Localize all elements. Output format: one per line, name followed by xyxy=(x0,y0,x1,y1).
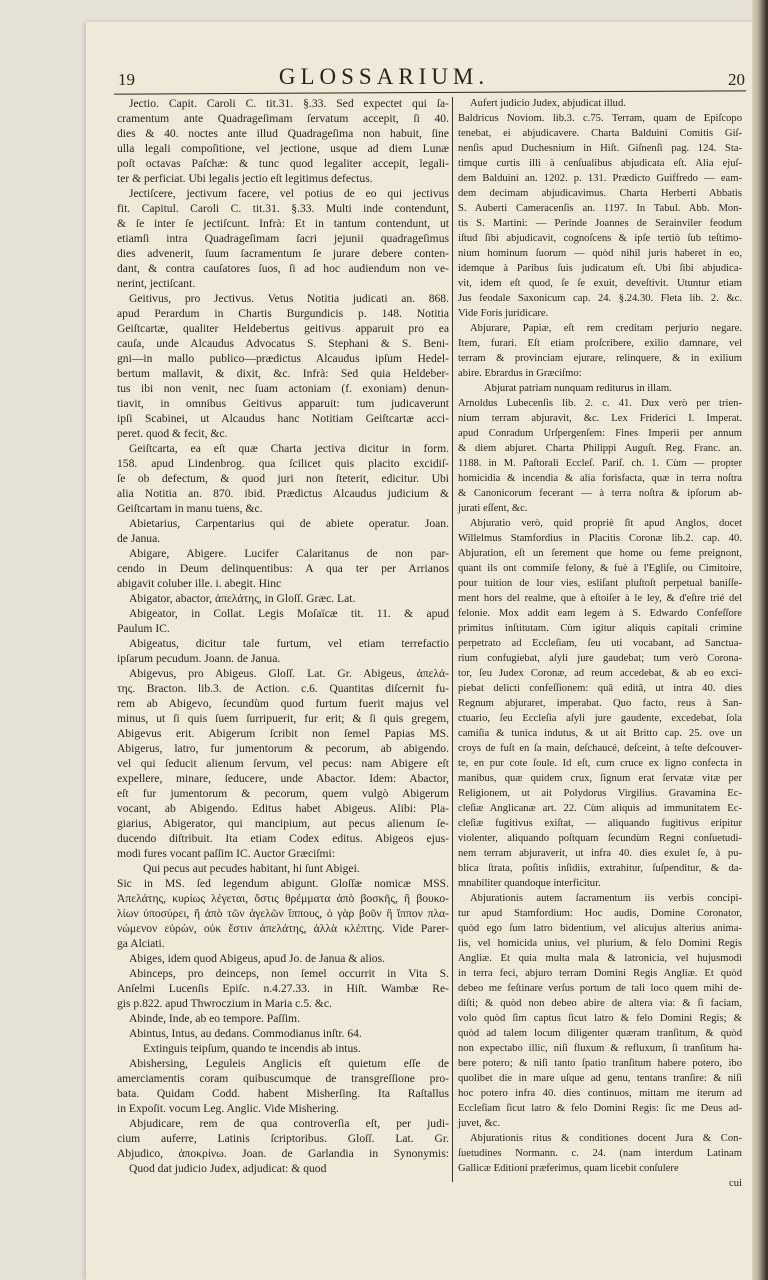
text-line: ctuario, ſeu Eccleſia aſyli jure gaudente, excedebat, ſola xyxy=(458,713,742,724)
text-line: Abjudicare, rem de qua controverſia eſt, per judi- xyxy=(129,1117,449,1130)
text-line: homicidia & incendia & alia forisfacta, quæ in terra noſtra xyxy=(458,473,742,484)
text-line: Eccleſiam ſicut latro & felo Domini Regis: ſic me Deus ad- xyxy=(458,1103,742,1114)
text-line: abigavit coluber ille. i. abegit. Hinc xyxy=(117,577,282,590)
text-line: Arnoldus Lubecenſis lib. 2. c. 41. Dux verò per trien- xyxy=(458,398,742,409)
left-column xyxy=(117,96,449,1176)
text-line: Abinde, Inde, ab eo tempore. Paſſim. xyxy=(129,1012,300,1025)
text-line: dant, & contra cauſatores ſuos, ſi ad hoc audiendum non ve- xyxy=(117,262,449,275)
text-line: tenebat, ei abjudicavere. Charta Balduini Comitis Giſ- xyxy=(458,128,742,139)
text-line: Geiſtcarta, ea eſt quæ Charta jectiva dicitur in form. xyxy=(129,442,449,455)
text-line: Baldricus Noviom. lib.3. c.75. Terram, quam de Epiſcopo xyxy=(458,113,742,124)
text-line: nenſis apud Duchesnium in Hiſt. Giſnenſi pag. 124. Sta- xyxy=(458,143,742,154)
text-line: quolibet die in mare uſque ad genu, tentans tranſire: & niſi xyxy=(458,1073,742,1084)
text-line: Geitivus, pro Jectivus. Vetus Notitia judicati an. 868. xyxy=(129,292,449,305)
text-line: Abjurare, Papiæ, eſt rem creditam perjurio negare. xyxy=(470,323,742,334)
text-line: Abjurat patriam nunquam rediturus in illam. xyxy=(484,383,672,394)
text-line: cendo in Deum delinquentibus: A qua ter per Arrianos xyxy=(117,562,449,575)
text-line: eſt fur jumentorum & pecorum, quem vulgò Abigerum xyxy=(117,787,449,800)
text-line: hoc potero infra 40. dies continuos, mittam me iterum ad xyxy=(458,1088,742,1099)
text-line: cramentum ante Quadrageſimam ſervatum accepit, ſi 40. xyxy=(117,112,449,125)
text-line: Jectiſcere, jectivum facere, vel potius de eo qui jectivus xyxy=(129,187,449,200)
text-line: Abintus, Intus, au dedans. Commodianus inſtr. 64. xyxy=(129,1027,362,1040)
text-line: felonie. Mox addit eam legem à S. Edwardo Confeſſore xyxy=(458,608,742,619)
text-line: 1188. in M. Paſtorali Eccleſ. Pariſ. ch. 1. Cùm — propter xyxy=(458,458,742,469)
column-divider xyxy=(452,97,453,1182)
text-line: Item, furari. Eſt etiam proſcribere, exilio damnare, vel xyxy=(458,338,742,349)
text-line: ducendo diſtribuit. Ita etiam Codex editus. Abigeos ejus- xyxy=(117,832,449,845)
text-line: apud Perardum in Chartis Burgundicis p. 148. Notitia xyxy=(117,307,449,320)
text-line: minus, ut ſi quis ſuem ſurripuerit, fur erit; & ſi quis gregem, xyxy=(117,712,449,725)
text-line: Abigeatus, dicitur tale furtum, vel etiam terrefactio xyxy=(129,637,449,650)
text-line: poſt octavas Paſchæ: & tunc quod legaliter accepit, legali- xyxy=(117,157,449,170)
text-line: pour tuition de lour vies, esliſant pluſtoſt perpetual baniſſe- xyxy=(458,578,742,589)
text-line: gis p.822. apud Thwroczium in Maria c.5. &c. xyxy=(117,997,332,1010)
book-binding-edge xyxy=(752,0,768,1280)
text-line: Abjuration, eſt un ſerement que home ou feme preignont, xyxy=(458,548,742,559)
text-line: dies advenerit, ſuum ſacramentum ſe jurare debere conten- xyxy=(117,247,449,260)
text-line: piebat delicti confeſſionem: quâ editâ, ut intra 40. dies xyxy=(458,683,742,694)
text-line: camiſia & tunica indutus, & ut ait Britto cap. 25. ove un xyxy=(458,728,742,739)
text-line: tiavit, in omnibus Geitivus apparuit: tum judicaverunt xyxy=(117,397,449,410)
text-line: Abiges, idem quod Abigeus, apud Jo. de Janua & alios. xyxy=(129,952,385,965)
text-line: de Janua. xyxy=(117,532,161,545)
text-line: dies & 40. noctes ante illud Quadrageſima non habuit, ſine xyxy=(117,127,449,140)
text-line: Paulum IC. xyxy=(117,622,170,635)
text-line: bere potero; & niſi tanto ſpatio tranſitum habere potero, ibo xyxy=(458,1058,742,1069)
text-line: ſuetudines Normann. c. 24. (nam interdum Latinam xyxy=(458,1148,742,1159)
text-line: Abjurationis autem ſacramentum iis verbis concipi- xyxy=(470,893,742,904)
text-line: Gallicæ Editioni præferimus, quam licebit conſulere xyxy=(458,1163,679,1174)
text-line: Abigare, Abigere. Lucifer Calaritanus de non par- xyxy=(129,547,449,560)
text-line: manibus, quæ quidem crux, ſignum erat ſervatæ vitæ per xyxy=(458,773,742,784)
text-line: Abietarius, Carpentarius qui de abiete operatur. Joan. xyxy=(129,517,449,530)
text-line: nerint, jectiſcant. xyxy=(117,277,196,290)
text-line: νώμενον εὑρὼν, οὐκ ἔστιν ἀπελάτης, ἀλλὰ κλέπτης. Vide Parer- xyxy=(117,922,449,935)
text-line: Vide Foris juridicare. xyxy=(458,308,549,319)
text-line: ulla legali compoſitione, vel jectione, usque ad diem Lunæ xyxy=(117,142,449,155)
text-line: perpetrato ad Eccleſiam, ſeu uti vocabant, ad Sanctua- xyxy=(458,638,742,649)
text-line: rem ab Abigevo, ſecundùm quod furtum fuerit majus vel xyxy=(117,697,449,710)
right-page-number: 20 xyxy=(728,70,745,89)
text-line: quant ils ont commiſe felony, & fuè à l'Egliſe, ou Cimitoire, xyxy=(458,563,742,574)
text-line: cium auferre, Latinis ſcriptoribus. Gloſſ. Lat. Gr. xyxy=(117,1132,449,1145)
text-line: Abigator, abactor, ἀπελάτης, in Gloſſ. Græc. Lat. xyxy=(129,592,356,605)
text-line: tor, ſeu Judex Coronæ, ad reum accedebat, & ab eo exci- xyxy=(458,668,742,679)
text-line: blica ſtrata, poſitis inſidiis, extrahitur, ſuſpenditur, & da- xyxy=(458,863,742,874)
text-line: peret. quod & fecit, &c. xyxy=(117,427,228,440)
text-line: juvet, &c. xyxy=(458,1118,501,1129)
text-line: Willelmus Stamfordius in Placitis Coronæ lib.2. cap. 40. xyxy=(458,533,742,544)
text-line: dem Balduini an. 1202. p. 131. Prædicto Guiffredo — eam- xyxy=(458,173,742,184)
text-line: giarius, Abigerator, qui mancipium, aut pecus alienum ſe- xyxy=(117,817,449,830)
text-line: timque curtis illi à cenſualibus abjudicata eſt. Alia ejuſ- xyxy=(458,158,742,169)
text-line: vel qui ſeducit alienum ſervum, vel pecus: nam Abigere eſt xyxy=(117,757,449,770)
text-line: apud Conradum Urſpergenſem: Fines Imperii per annum xyxy=(458,428,742,439)
text-line: bata. Quidam Codd. habent Misherſing. Ita Raſtallus xyxy=(117,1087,449,1100)
text-line: lis, vel homicida unius, vel plurium, & felo Domini Regis xyxy=(458,938,742,949)
text-line: violenter, aliquando poſtquam ſecundùm Regni conſuetudi- xyxy=(458,833,742,844)
text-line: Extinguis teipſum, quando te incendis ab intus. xyxy=(143,1042,361,1055)
text-line: jurati eſſent, &c. xyxy=(458,503,528,514)
text-line: vit, idem eſt quod, ſe ſe exuit, deveſtivit. Utuntur etiam xyxy=(458,278,742,289)
text-line: croys de fuſt en ſa main, deſchaucé, deſceint, à teſte deſcouver- xyxy=(458,743,742,754)
text-line: iſtud ſibi abjudicavit, cognoſcens & ipſe tertiò ſub teſtimo- xyxy=(458,233,742,244)
text-line: dem decimam abjudicavimus. Charta Herberti Abbatis xyxy=(458,188,742,199)
text-line: Quod dat judicio Judex, adjudicat: & quod xyxy=(129,1162,327,1175)
text-line: nium hominum ſuorum — quòd nihil juris haberet in eo, xyxy=(458,248,742,259)
text-line: S. Auberti Cameracenſis an. 1197. In Tabul. Abb. Mon- xyxy=(458,203,742,214)
text-line: nium terram abjuravit, &c. Lex Friderici I. Imperat. xyxy=(458,413,742,424)
text-line: ipſarum pecudum. Joann. de Janua. xyxy=(117,652,281,665)
text-line: volo quòd ſim captus ſicut latro & felo Domini Regis; & xyxy=(458,1013,742,1024)
text-line: Anſelmi Lucenſis Epiſc. n.4.27.33. in Hiſt. Wambæ Re- xyxy=(117,982,449,995)
text-line: tur apud Stamfordium: Hoc audis, Domine Coronator, xyxy=(458,908,742,919)
text-line: gni—in mallo publico—prædictus Alcaudus ipſum Hedel- xyxy=(117,352,449,365)
text-line: primitus inſtitutam. Cùm igitur aliquis capitali crimine xyxy=(458,623,742,634)
text-line: abire. Ebrardus in Græciſmo: xyxy=(458,368,582,379)
text-line: ipſi Scabinei, ut Alcaudus hanc Notitiam Geiſtcartæ acci- xyxy=(117,412,449,425)
text-line: diſti; & quòd non debeo abire de altera via: & ſi faciam, xyxy=(458,998,742,1009)
text-line: Abjuratio verò, quid propriè ſit apud Anglos, docet xyxy=(470,518,742,529)
text-line: debeo me feſtinare verſus portum de tali loco quem mihi de- xyxy=(458,983,742,994)
text-line: & ſe inter ſe jectiſcunt. Infrà: Et in tantum contendunt, ut xyxy=(117,217,449,230)
text-line: quòd ad talem locum diligenter quæram tranſitum, & quòd xyxy=(458,1028,742,1039)
text-line: alia Notitia an. 870. ibid. Prædictus Alcaudus judicium & xyxy=(117,487,449,500)
text-line: modi fures vocant paſſim IC. Auctor Græciſmi: xyxy=(117,847,335,860)
text-line: Ἀπελάτης, κυρίως λέγεται, ὅστις θρέμματα ἀπὸ βοσκῆς, ἢ βουκο- xyxy=(117,892,449,905)
text-line: Abigevus, pro Abigeus. Gloſſ. Lat. Gr. Abigeus, ἀπελά- xyxy=(129,667,449,680)
text-line: Abishersing, Leguleis Anglicis eſt quietum eſſe de xyxy=(129,1057,449,1070)
text-line: Abigeator, in Collat. Legis Moſaïcæ tit. 11. & apud xyxy=(129,607,449,620)
text-line: Jus feodale Saxonicum cap. 24. §.24.30. Fleta lib. 2. &c. xyxy=(458,293,742,304)
text-line: in Expoſit. vocum Leg. Anglic. Vide Mishering. xyxy=(117,1102,339,1115)
text-line: Regnum abjuraret, imperabat. Quo facto, reus à San- xyxy=(458,698,742,709)
text-line: mnabiliter quandoque interficitur. xyxy=(458,878,601,889)
text-line: tis S. Martini: — Perinde Joannes de Serainviler feodum xyxy=(458,218,742,229)
text-line: quòd ego ſum latro bidentium, vel alicujus alterius anima- xyxy=(458,923,742,934)
catchword: cui xyxy=(729,1178,742,1189)
text-line: cauſa, unde Alcaudus Advocatus S. Stephani & S. Beni- xyxy=(117,337,449,350)
text-line: 158. apud Lindenbrog. qua ſcilicet quis placito excidiſ- xyxy=(117,457,449,470)
text-line: tus ibi non venit, nec ſuam actoniam (f. exoniam) denun- xyxy=(117,382,449,395)
text-line: Geiſtcartam in manu tuens, &c. xyxy=(117,502,263,515)
text-line: & Canonicorum fecerant — à terra noſtra & ipſorum ab- xyxy=(458,488,742,499)
text-line: & diem abjuret. Charta Philippi Auguſt. Reg. Franc. an. xyxy=(458,443,742,454)
text-line: bertum mallavit, & dixit, &c. Infrà: Sed quia Heldeber- xyxy=(117,367,449,380)
text-line: fit. Capitul. Caroli C. tit.31. §.33. Multi inde contendunt, xyxy=(117,202,449,215)
text-line: rium confugiebat, aſyli jure gaudebat; tum verò Corona- xyxy=(458,653,742,664)
text-line: terram & provinciam ejurare, relinquere, & in exilium xyxy=(458,353,742,364)
text-line: Qui pecus aut pecudes habitant, hi ſunt Abigei. xyxy=(143,862,360,875)
text-line: idemque à Paribus ſuis judicatum eſt. Ubi ſibi abjudica- xyxy=(458,263,742,274)
text-line: Abinceps, pro deinceps, non ſemel occurrit in Vita S. xyxy=(129,967,449,980)
text-line: Abigevus erit. Abigerum ſcribit non ſemel Papias MS. xyxy=(117,727,449,740)
text-line: in terra feci, abjuro terram Domini Regis Angliæ. Et quòd xyxy=(458,968,742,979)
text-line: cleſiæ Anglicanæ art. 22. Cùm aliquis ad immunitatem Ec- xyxy=(458,803,742,814)
text-line: Geiſtcartæ, qualiter Heldebertus geitivus apparuit pro ea xyxy=(117,322,449,335)
running-title: GLOSSARIUM. xyxy=(278,64,490,89)
text-line: amerciamentis coram quibuscumque de transgreſſione pro- xyxy=(117,1072,449,1085)
text-line: Religionem, ut ait Polydorus Virgilius. Gravamina Ec- xyxy=(458,788,742,799)
text-line: vocant, ab Abigendo. Editus habet Abigeus. Alibi: Pla- xyxy=(117,802,449,815)
text-line: Aufert judicio Judex, abjudicat illud. xyxy=(470,98,626,109)
text-line: nem terram abjuraverit, ut infra 40. dies exulet ſe, à pu- xyxy=(458,848,742,859)
text-line: της. Bracton. lib.3. de Action. c.6. Quantitas diſcernit fu- xyxy=(117,682,449,695)
text-line: Abjurationis ritus & conditiones docent Jura & Con- xyxy=(470,1133,742,1144)
text-line: ter & perficiat. Ubi legalis jectio eſt legitimus defectus. xyxy=(117,172,373,185)
text-line: ſe ob defectum, & quod juri non ſteterit, edicitur. Ubi xyxy=(117,472,449,485)
text-line: cleſiæ fugitivus exiſtat, — aliquando fugitivus eripitur xyxy=(458,818,742,829)
text-line: te, en pur cote ſoule. Id eſt, cum cruce ex ligno confecta in xyxy=(458,758,742,769)
text-line: expellere, minare, ſeducere, unde Abactor. Idem: Abactor, xyxy=(117,772,449,785)
text-line: λίων ὑποσύρει, ἢ ἀπὸ τῶν ἀγελῶν ἵππους, ὁ γὰρ βοῦν ἢ ἵππον πλα- xyxy=(117,907,449,920)
text-line: Angliæ. Et quia multa mala & latronicia, vel hujusmodi xyxy=(458,953,742,964)
left-page-number: 19 xyxy=(118,70,135,89)
text-line: ment hors del realme, que à eſtoiſer à le ley, & d'eſtre trié del xyxy=(458,593,742,604)
right-column xyxy=(458,96,742,1191)
text-line: Jectio. Capit. Caroli C. tit.31. §.33. Sed expectet qui ſa- xyxy=(129,97,449,110)
text-line: etiamſi intra Quadrageſimam ſacri jejunii quadrageſimus xyxy=(117,232,449,245)
text-line: Abigerus, latro, fur jumentorum & pecorum, ab abigendo. xyxy=(117,742,449,755)
text-line: non expectabo illic, niſi fluxum & refluxum, ſi tranſitum ha- xyxy=(458,1043,742,1054)
text-line: Abjudico, ἀποκρίνω. Joan. de Garlandia in Synonymis: xyxy=(117,1147,449,1160)
text-line: Sic in MS. ſed legendum abigunt. Gloſſæ nomicæ MSS. xyxy=(117,877,449,890)
text-line: ga Alciati. xyxy=(117,937,165,950)
